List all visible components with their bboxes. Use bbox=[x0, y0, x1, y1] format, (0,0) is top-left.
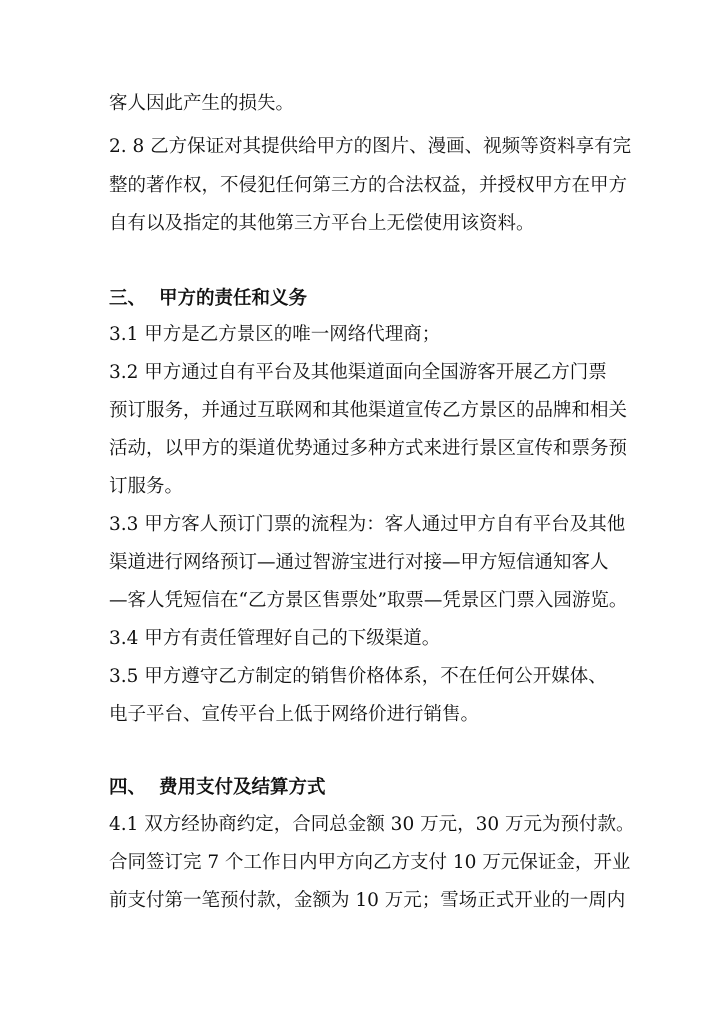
text-line: 电子平台、宣传平台上低于网络价进行销售。 bbox=[109, 704, 480, 725]
text-line: —客人凭短信在“乙方景区售票处”取票—凭景区门票入园游览。 bbox=[109, 590, 628, 611]
text-line: 客人因此产生的损失。 bbox=[109, 93, 295, 114]
text-line: 整的著作权，不侵犯任何第三方的合法权益，并授权甲方在甲方 bbox=[109, 175, 628, 196]
text-line: 渠道进行网络预订—通过智游宝进行对接—甲方短信通知客人 bbox=[109, 552, 609, 573]
text-line: 3.1 甲方是乙方景区的唯一网络代理商； bbox=[109, 324, 441, 345]
text-line: 3.4 甲方有责任管理好自己的下级渠道。 bbox=[109, 628, 441, 649]
text-line: 活动，以甲方的渠道优势通过多种方式来进行景区宣传和票务预 bbox=[109, 438, 628, 459]
text-line: 3.3 甲方客人预订门票的流程为：客人通过甲方自有平台及其他 bbox=[109, 514, 626, 535]
text-line: 预订服务，并通过互联网和其他渠道宣传乙方景区的品牌和相关 bbox=[109, 400, 628, 421]
text-line: 订服务。 bbox=[109, 476, 184, 497]
text-line: 合同签订完 7 个工作日内甲方向乙方支付 10 万元保证金，开业 bbox=[109, 852, 631, 873]
text-line: 2. 8 乙方保证对其提供给甲方的图片、漫画、视频等资料享有完 bbox=[109, 136, 632, 157]
text-line: 3.5 甲方遵守乙方制定的销售价格体系，不在任何公开媒体、 bbox=[109, 666, 607, 687]
section-heading-4 bbox=[109, 776, 619, 800]
section-title: 甲方的责任和义务 bbox=[159, 288, 308, 309]
section-heading-3 bbox=[109, 287, 619, 311]
section-number: 三、 bbox=[109, 288, 147, 309]
section-number: 四、 bbox=[109, 777, 147, 798]
text-line: 4.1 双方经协商约定，合同总金额 30 万元，30 万元为预付款。 bbox=[109, 814, 635, 835]
section-title: 费用支付及结算方式 bbox=[159, 777, 326, 798]
text-line: 前支付第一笔预付款，金额为 10 万元；雪场正式开业的一周内 bbox=[109, 890, 626, 911]
text-line: 3.2 甲方通过自有平台及其他渠道面向全国游客开展乙方门票 bbox=[109, 362, 607, 383]
text-line: 自有以及指定的其他第三方平台上无偿使用该资料。 bbox=[109, 213, 535, 234]
